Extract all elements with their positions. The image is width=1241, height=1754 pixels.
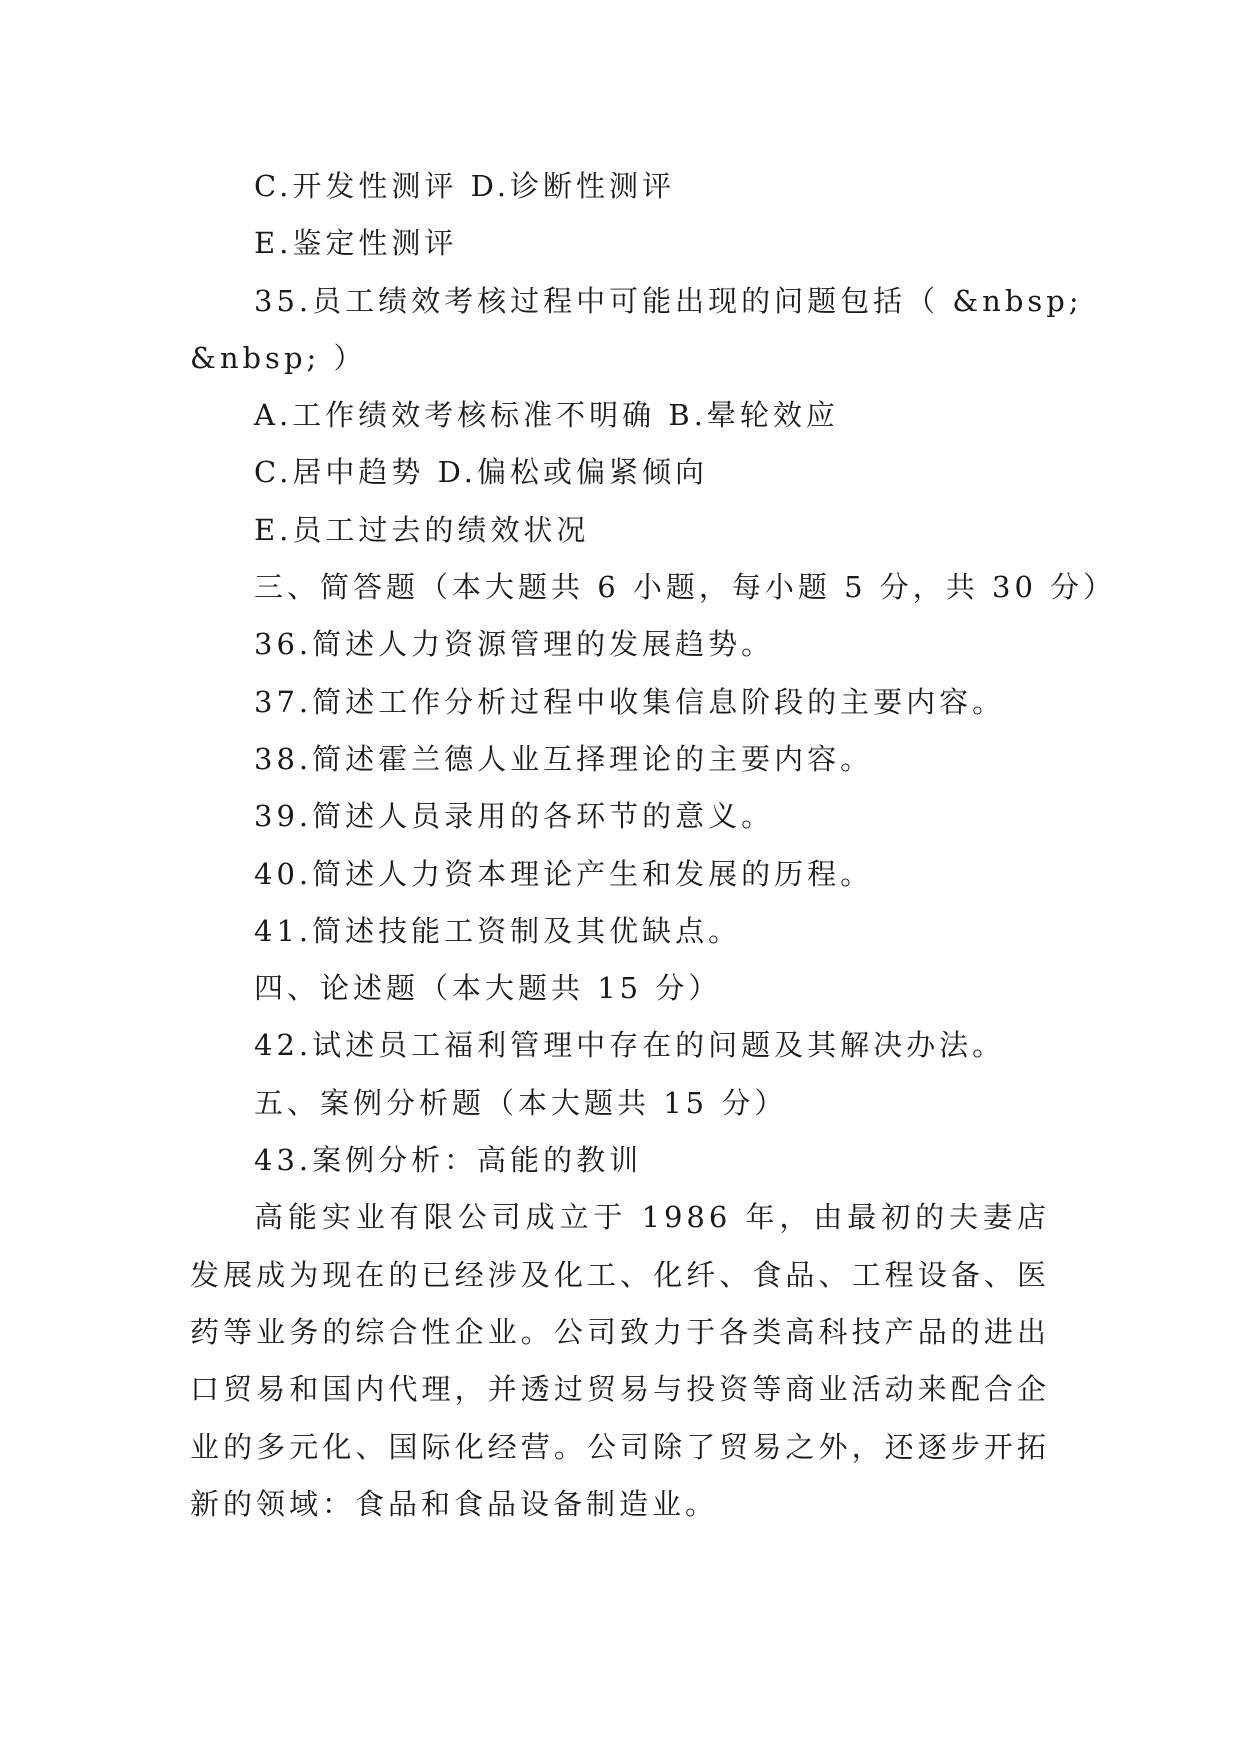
- document-content: [190, 158, 1117, 1533]
- question-41: 41.简述技能工资制及其优缺点。: [254, 913, 742, 948]
- option-line-e: E.鉴定性测评: [254, 226, 458, 261]
- question-40: 40.简述人力资本理论产生和发展的历程。: [254, 856, 874, 891]
- question-43: 43.案例分析：高能的教训: [254, 1143, 643, 1178]
- question-35-continued: &nbsp; ）: [190, 340, 367, 375]
- question-38: 38.简述霍兰德人业互择理论的主要内容。: [254, 741, 874, 776]
- option-line-e-2: E.员工过去的绩效状况: [254, 512, 590, 547]
- question-37: 37.简述工作分析过程中收集信息阶段的主要内容。: [254, 684, 1006, 719]
- option-line-c-d-2: C.居中趋势 D.偏松或偏紧倾向: [254, 455, 709, 490]
- question-42: 42.试述员工福利管理中存在的问题及其解决办法。: [254, 1028, 1006, 1063]
- question-39: 39.简述人员录用的各环节的意义。: [254, 799, 775, 834]
- case-paragraph: 高能实业有限公司成立于 1986 年，由最初的夫妻店发展成为现在的已经涉及化工、化纤、食品、工程设备、医药等业务的综合性企业。公司致力于各类高科技产品的进出口贸易和国内代理，并透过贸易与投资等商业活动来配合企业的多元化、国际化经营。公司除了贸易之外，还逐步开拓新的领域：食品和食品设备制造业。: [190, 1200, 1050, 1521]
- option-line-a-b: A.工作绩效考核标准不明确 B.晕轮效应: [254, 398, 839, 433]
- option-line-c-d: C.开发性测评 D.诊断性测评: [254, 169, 676, 203]
- section-heading-case-analysis: 五、案例分析题（本大题共 15 分）: [254, 1085, 788, 1120]
- section-heading-short-answer: 三、简答题（本大题共 6 小题，每小题 5 分，共 30 分）: [254, 570, 1117, 605]
- question-36: 36.简述人力资源管理的发展趋势。: [254, 627, 775, 662]
- section-heading-essay: 四、论述题（本大题共 15 分）: [254, 971, 722, 1006]
- question-35: 35.员工绩效考核过程中可能出现的问题包括（ &nbsp;: [254, 283, 1083, 318]
